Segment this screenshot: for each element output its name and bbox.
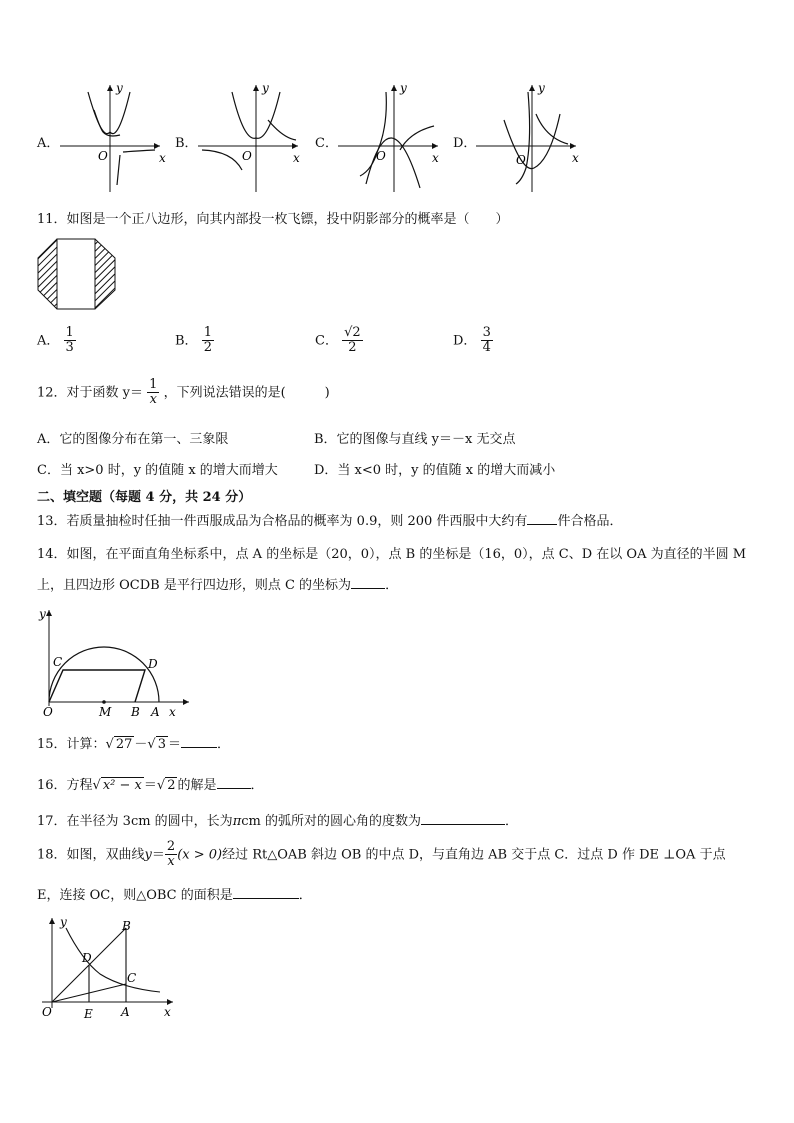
q10-graph-d xyxy=(476,80,586,195)
answer-blank xyxy=(351,576,385,589)
answer-blank xyxy=(233,886,299,899)
q10-option-a-label: A． xyxy=(37,136,60,151)
axis-y-label: y xyxy=(116,81,123,95)
q11-option-a: A． $\frac{1}{3}$ xyxy=(37,325,74,356)
axis-x-label: x xyxy=(572,151,579,165)
point-o: O xyxy=(42,1005,52,1019)
origin-label: O xyxy=(242,149,252,163)
q18-line1: 18．如图，双曲线y＝ $\frac{2}{x}$ (x > 0)经过 Rt△OAB 斜边 OB 的中点 D，与直角边 AB 交于点 C．过点 D 作 DE ⊥OA 于点 xyxy=(37,839,726,870)
point-d: D xyxy=(148,657,158,671)
octagon-figure xyxy=(37,238,117,310)
q11-option-b: B． $\frac{1}{2}$ xyxy=(175,325,212,356)
q17: 17．在半径为 3cm 的圆中，长为πcm 的弧所对的圆心角的度数为 ． xyxy=(37,814,518,829)
q16: 16．方程√ x² − x ＝√ 2 的解是 ． xyxy=(37,778,264,793)
axis-y-label: y xyxy=(400,81,407,95)
fig-y-label: y xyxy=(39,607,46,621)
answer-blank xyxy=(217,776,251,789)
point-a: A xyxy=(121,1005,130,1019)
q10-graph-b xyxy=(198,80,308,195)
q11-stem: 11．如图是一个正八边形，向其内部投一枚飞镖，投中阴影部分的概率是（ ） xyxy=(37,212,509,227)
q14-line2: 上，且四边形 OCDB 是平行四边形，则点 C 的坐标为 ． xyxy=(37,578,399,593)
q12-option-b: B．它的图像与直线 y＝－x 无交点 xyxy=(314,432,516,447)
q18-line2: E，连接 OC，则△OBC 的面积是 ． xyxy=(37,888,312,903)
q10-option-b-label: B． xyxy=(175,136,198,151)
q15: 15．计算：√ 27 －√ 3 ＝ ． xyxy=(37,737,231,752)
section-heading: 二、填空题（每题 4 分，共 24 分） xyxy=(37,490,252,505)
point-c: C xyxy=(127,971,137,985)
q14-figure xyxy=(35,602,195,720)
q11-option-c: C． $\frac{√2}{2}$ xyxy=(315,325,361,356)
answer-blank xyxy=(181,735,217,748)
q13: 13．若质量抽检时任抽一件西服成品为合格品的概率为 0.9，则 200 件西服中大约有 件合格品． xyxy=(37,514,623,529)
q12-option-d: D．当 x<0 时，y 的值随 x 的增大而减小 xyxy=(314,463,556,478)
q18-figure xyxy=(38,912,183,1024)
point-o: O xyxy=(43,705,53,719)
answer-blank xyxy=(527,512,557,525)
q12-option-c: C．当 x>0 时，y 的值随 x 的增大而增大 xyxy=(37,463,278,478)
point-b: B xyxy=(122,919,131,933)
axis-y-label: y xyxy=(538,81,545,95)
q10-option-c-label: C． xyxy=(315,136,338,151)
origin-label: O xyxy=(98,149,108,163)
q12-stem: 12．对于函数 y＝ $\frac{1}{x}$ ，下列说法错误的是( ) xyxy=(37,377,330,408)
point-d: D xyxy=(82,951,92,965)
axis-x-label: x xyxy=(293,151,300,165)
q10-graph-c xyxy=(338,80,448,195)
q12-option-a: A．它的图像分布在第一、三象限 xyxy=(37,432,229,447)
q10-option-d-label: D． xyxy=(453,136,477,151)
point-e: E xyxy=(84,1007,93,1021)
axis-x-label: x xyxy=(159,151,166,165)
point-c: C xyxy=(53,655,63,669)
axis-y-label: y xyxy=(262,81,269,95)
origin-label: O xyxy=(516,153,526,167)
fig-x-label: x xyxy=(164,1005,171,1019)
q10-graph-a xyxy=(60,80,170,195)
q11-option-d: D． $\frac{3}{4}$ xyxy=(453,325,491,356)
fig-y-label: y xyxy=(60,915,67,929)
answer-blank xyxy=(421,812,505,825)
axis-x-label: x xyxy=(432,151,439,165)
q14-line1: 14．如图，在平面直角坐标系中，点 A 的坐标是（20，0），点 B 的坐标是（16，0），点 C、D 在以 OA 为直径的半圆 M xyxy=(37,547,747,562)
point-m: M xyxy=(99,705,112,719)
point-a: A xyxy=(151,705,160,719)
origin-label: O xyxy=(376,149,386,163)
fig-x-label: x xyxy=(169,705,176,719)
point-b: B xyxy=(131,705,140,719)
